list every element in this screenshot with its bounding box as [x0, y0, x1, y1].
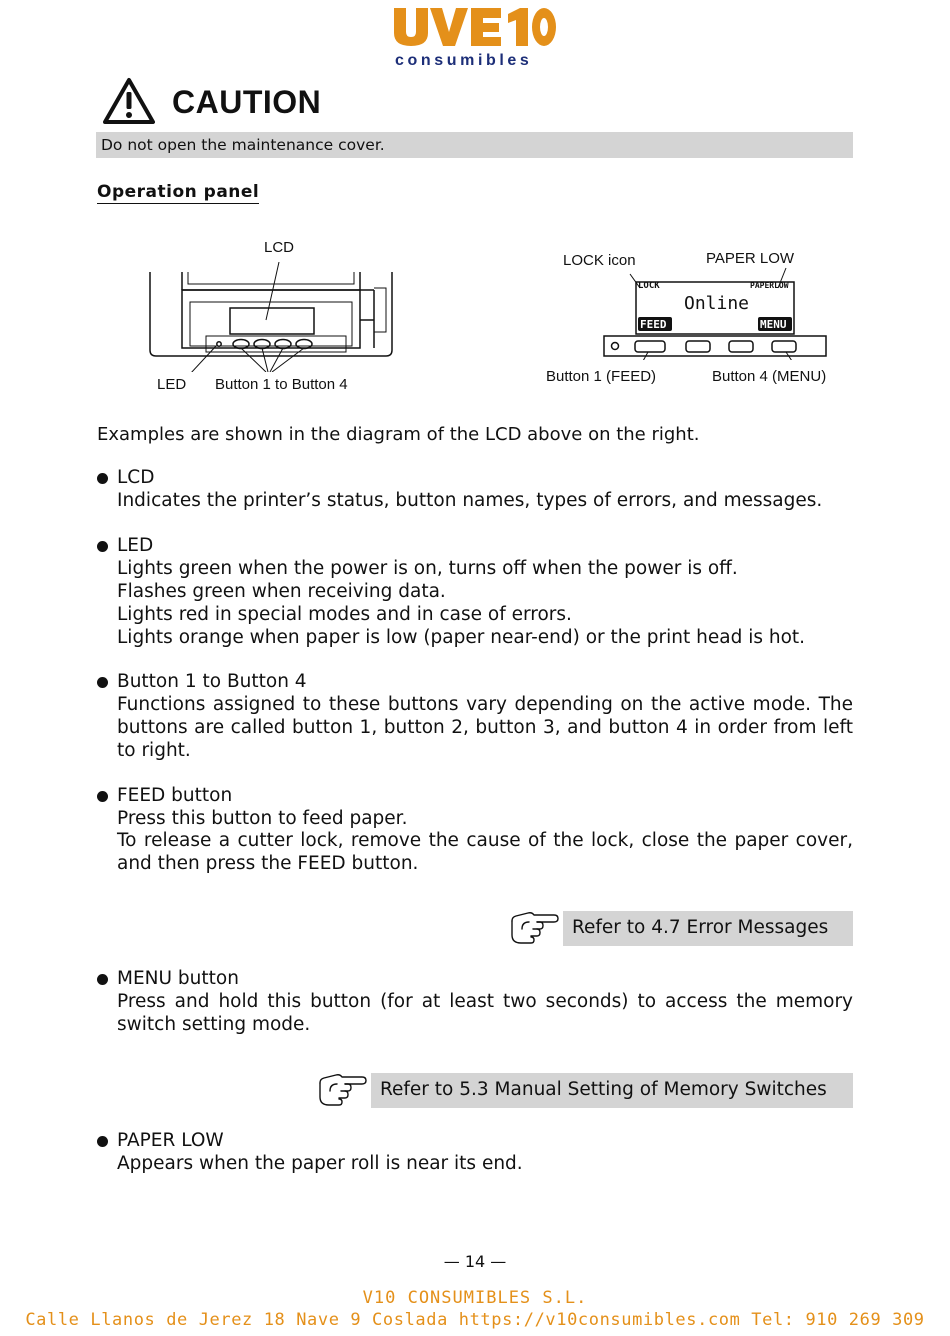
lcd-menu-softkey: MENU: [760, 318, 787, 331]
item-text-buttons-3: to right.: [117, 740, 191, 761]
reference-box-error-messages[interactable]: [563, 911, 853, 946]
button4-callout-label: Button 4 (MENU): [712, 368, 827, 385]
bullet-icon: [97, 974, 108, 985]
lcd-status-text: Online: [684, 293, 750, 314]
bullet-icon: [97, 1136, 108, 1147]
item-text-feed-3: and then press the FEED button.: [117, 853, 419, 874]
item-text-buttons-2: buttons are called button 1, button 2, button 3, and button 4 in order from left: [117, 717, 853, 738]
footer-address: Calle Llanos de Jerez 18 Nave 9 Coslada https://v10consumibles.com Tel: 910 269 309: [25, 1310, 925, 1330]
item-text-lcd: Indicates the printer’s status, button names, types of errors, and messages.: [117, 490, 823, 511]
button1-callout-label: Button 1 (FEED): [546, 368, 657, 385]
lcd-feed-softkey: FEED: [640, 318, 667, 331]
lcd-callout-label: LCD: [264, 239, 295, 256]
led-callout-label: LED: [157, 376, 187, 393]
bullet-icon: [97, 473, 108, 484]
item-title-led: LED: [117, 535, 154, 556]
item-text-paper-low: Appears when the paper roll is near its end.: [117, 1153, 523, 1174]
logo-wordmark-icon: [392, 6, 557, 48]
logo-subtitle: consumibles: [395, 52, 533, 69]
item-title-paper-low: PAPER LOW: [117, 1130, 224, 1151]
lcd-lock-indicator: LOCK: [638, 281, 660, 291]
item-text-menu-1: Press and hold this button (for at least two seconds) to access the memory: [117, 991, 853, 1012]
warning-triangle-icon: [103, 77, 155, 125]
intro-text: Examples are shown in the diagram of the LCD above on the right.: [97, 424, 700, 445]
printer-front-diagram: [140, 262, 400, 372]
item-text-led-3: Lights red in special modes and in case of errors.: [117, 604, 572, 625]
pointing-hand-icon: [316, 1071, 368, 1109]
bullet-icon: [97, 791, 108, 802]
reference-box-memory-switches[interactable]: [371, 1073, 853, 1108]
pointing-hand-icon: [508, 909, 560, 947]
item-title-feed: FEED button: [117, 785, 233, 806]
buttons-callout-label: Button 1 to Button 4: [215, 376, 348, 393]
item-text-feed-1: Press this button to feed paper.: [117, 808, 408, 829]
item-title-menu: MENU button: [117, 968, 239, 989]
item-title-lcd: LCD: [117, 467, 155, 488]
item-text-led-1: Lights green when the power is on, turns off when the power is off.: [117, 558, 738, 579]
caution-message: Do not open the maintenance cover.: [101, 136, 385, 154]
item-text-led-4: Lights orange when paper is low (paper near-end) or the print head is hot.: [117, 627, 806, 648]
reference-link-memory-switches[interactable]: Refer to 5.3 Manual Setting of Memory Switches: [380, 1079, 827, 1100]
item-text-menu-2: switch setting mode.: [117, 1014, 311, 1035]
bullet-icon: [97, 541, 108, 552]
footer-company: V10 CONSUMIBLES S.L.: [362, 1288, 588, 1308]
reference-link-error-messages[interactable]: Refer to 4.7 Error Messages: [572, 917, 829, 938]
paper-low-callout-label: PAPER LOW: [706, 250, 795, 267]
brand-logo: [392, 6, 562, 68]
item-text-led-2: Flashes green when receiving data.: [117, 581, 446, 602]
item-title-buttons: Button 1 to Button 4: [117, 671, 307, 692]
lcd-paperlow-indicator: PAPERLOW: [750, 281, 789, 290]
item-text-feed-2: To release a cutter lock, remove the cause of the lock, close the paper cover,: [117, 830, 853, 851]
bullet-icon: [97, 677, 108, 688]
caution-message-bar: [96, 132, 853, 158]
item-text-buttons-1: Functions assigned to these buttons vary depending on the active mode. The: [117, 694, 853, 715]
lock-icon-callout-label: LOCK icon: [563, 252, 636, 269]
page-number: — 14 —: [443, 1252, 507, 1271]
caution-title: CAUTION: [172, 84, 322, 120]
section-title: Operation panel: [97, 182, 260, 202]
